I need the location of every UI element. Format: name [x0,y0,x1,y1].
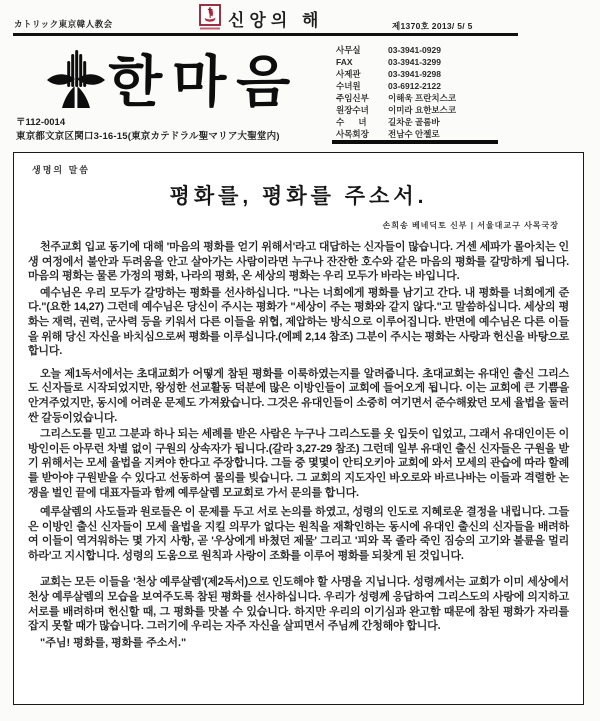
contact-value: 길차운 골롬바 [388,117,440,127]
contacts-divider [332,140,498,144]
faith-year-title: 신앙의 해 [228,10,324,30]
article-paragraph: 그리스도를 믿고 그분과 하나 되는 세례를 받은 사람은 누구나 그리스도를 옷 입듯이 입었고, 그래서 유대인이든 이방인이든 아무런 차별 없이 구원의 상속자가 됩니다.(갈라 3,27-29 참조) 그런데 일부 유대인 출신 신자들은 구원을 받기 위해서는 모세 율법을 지켜야 한다고 주장합니다. 그들 중 몇몇이 안티오키아 교회에 와서 모세의 관습에 따라 할례를 받아야 구원받을 수 있다고 선동하여 물의를 빚습니다. 그 교회의 지도자인 바오로와 바르나바는 이들과 격렬한 논쟁을 벌인 끝에 대표자들과 함께 예루살렘 모교회로 가서 문의를 합니다. [28,428,569,499]
contact-label: 주임신부 [336,93,369,103]
contact-value: 전남수 안젤로 [388,129,440,139]
header-divider [13,33,518,36]
contact-value: 이미라 요한보스코 [388,105,457,115]
closing-quote: "주님! 평화를, 평화를 주소서." [40,636,187,649]
article-paragraph: 예루살렘의 사도들과 원로들은 이 문제를 두고 서로 논의를 하였고, 성령의 인도로 지혜로운 결정을 내립니다. 그들은 이방인 출신 신자들이 모세 율법을 지킬 의무가 없다는 원칙을 재확인하는 동시에 유대인 출신의 신자들을 배려하여 이들이 역겨워하는 몇 가지 사항, 곧 '우상에게 바쳤던 제물' 그리고 '피와 목 졸라 죽인 짐승의 고기와 불륜을 멀리하라'고 지시합니다. 성령의 도움으로 원칙과 사랑이 조화를 이루어 평화를 되찾게 된 것입니다. [28,506,569,562]
contact-row-head-sister [336,104,511,116]
contact-row-sister [336,116,511,128]
article-paragraph: 교회는 모든 이들을 '천상 예루살렘'(제2독서)으로 인도해야 할 사명을 지닙니다. 성령께서는 교회가 이미 세상에서 천상 예루살렘의 모습을 보여주도록 참된 평화를 선사하십니다. 우리가 성령께 응답하여 그리스도의 사랑에 의지하고 서로를 배려하며 헌신할 때, 그 평화를 맛볼 수 있습니다. 하지만 우리의 이기심과 완고함 때문에 참된 평화가 자리를 잡지 못할 때가 많습니다. 그러기에 우리는 자주 자신을 살피면서 주님께 간청해야 합니다. [28,576,569,633]
contact-value: 03-3941-3299 [388,57,441,67]
contact-label: 원장수녀 [336,105,369,115]
contact-row-council-chair [336,128,511,140]
logo-microtext [200,27,220,30]
article-byline: 손희송 베네딕토 신부 | 서울대교구 사목국장 [382,221,559,230]
church-address: 東京都文京区関口3-16-15(東京カテドラル聖マリア大聖堂内) [16,131,280,142]
postal-code: 〒112-0014 [16,117,66,128]
contact-row-rectory [336,68,511,80]
contact-label: 사무실 [336,45,361,55]
newsletter-title: 한마음 [107,49,301,115]
contact-label: 사제관 [336,69,361,79]
contact-label: 수녀원 [336,81,361,91]
issue-number-date: 제1370호 2013/ 5/ 5 [392,21,473,31]
contact-label: 사목회장 [336,129,369,139]
cathedral-emblem-icon [46,47,106,116]
contact-value: 이해욱 프란치스코 [388,93,457,103]
article-paragraph: 오늘 제1독서에서는 초대교회가 어떻게 참된 평화를 이룩하였는지를 알려줍니다. 초대교회는 유대인 출신 그리스도 신자들로 시작되었지만, 왕성한 선교활동 덕분에 많은 이방인들이 교회에 들어오게 됩니다. 이는 교회에 큰 기쁨을 안겨주었지만, 동시에 어려운 문제도 가져왔습니다. 그것은 유대인들이 소중히 여기면서 준수해왔던 모세 율법을 둘러싼 갈등이었습니다. [28,367,569,424]
contact-label: 수 녀 [336,117,367,127]
contact-value: 03-3941-9298 [388,69,441,79]
article-box [13,152,584,705]
contact-value: 03-6912-2122 [388,81,441,91]
contact-row-pastor [336,92,511,104]
article-paragraph: 천주교회 입교 동기에 대해 '마음의 평화를 얻기 위해서'라고 대답하는 신자들이 많습니다. 거센 세파가 몰아치는 인생 여정에서 불안과 두려움을 안고 살아가는 사람이라면 누구나 잔잔한 호수와 같은 마음의 평화를 갈망하게 됩니다. 마음의 평화는 물론 가정의 평화, 나라의 평화, 온 세상의 평화는 우리 모두가 바라는 바입니다. [28,241,569,283]
section-label: 생명의 말씀 [32,165,90,175]
contact-row-fax [336,56,511,68]
year-of-faith-logo-icon [198,4,221,32]
contact-row-convent [336,80,511,92]
contact-label: FAX [336,57,353,67]
organization-name: カトリック東京韓人教会 [14,19,113,29]
contact-value: 03-3941-0929 [388,45,441,55]
boat-cross-icon [199,4,221,26]
article-title: 평화를, 평화를 주소서. [169,185,428,208]
article-paragraph: 예수님은 우리 모두가 갈망하는 평화를 선사하십니다. "나는 너희에게 평화를 남기고 간다. 내 평화를 너희에게 준다."(요한 14,27) 그런데 예수님은 당신이 주시는 평화가 "세상이 주는 평화와 같지 않다."고 말씀하십니다. 세상의 평화는 재력, 권력, 군사력 등을 키워서 다른 이들을 위협, 제압하는 방식으로 이루어집니다. 반면에 예수님은 다른 이들을 위해 당신 자신을 바치심으로써 평화를 이루십니다.(에페 2,14 참조) 그분이 주시는 평화는 사랑과 헌신을 바탕으로 합니다. [28,286,569,358]
contact-info-block [336,44,511,140]
faith-year-header [198,4,323,32]
article-body [28,240,569,650]
contact-row-office [336,44,511,56]
